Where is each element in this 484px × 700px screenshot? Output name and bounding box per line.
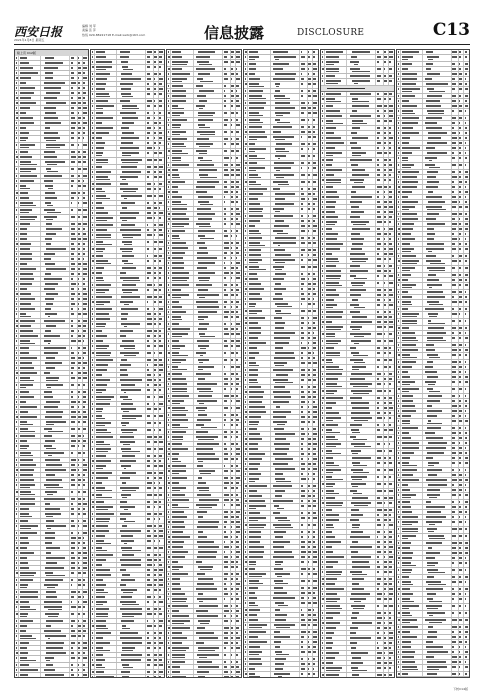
table-row [15, 339, 88, 346]
table-row [15, 656, 88, 663]
table-row [91, 428, 164, 435]
table-row [244, 241, 318, 248]
table-row [167, 351, 241, 358]
table-row [167, 234, 241, 241]
page-number: C13 [432, 20, 470, 40]
table-row [397, 597, 469, 604]
table-row [321, 178, 394, 185]
table-row [167, 406, 241, 413]
table-row [397, 561, 469, 568]
table-row [397, 55, 469, 62]
table-row [397, 380, 469, 387]
table-row [321, 325, 394, 332]
table-row [244, 420, 318, 427]
table-row [244, 309, 318, 316]
table-column-3 [166, 49, 242, 678]
table-row [91, 646, 164, 653]
table-row [321, 97, 394, 104]
table-row [244, 229, 318, 236]
table-row [321, 60, 394, 67]
table-row [167, 435, 241, 442]
table-row [321, 489, 394, 496]
table-row [321, 449, 394, 456]
table-row [15, 605, 88, 612]
table-row [167, 200, 241, 207]
table-column-2 [90, 49, 165, 678]
table-row [397, 604, 469, 611]
table-row [91, 233, 164, 240]
table-row [15, 427, 88, 434]
table-row [167, 365, 241, 372]
table-row [244, 650, 318, 657]
table-row [167, 142, 241, 149]
table-row [244, 302, 318, 309]
table-row [167, 399, 241, 406]
table-row [91, 65, 164, 72]
table-row [15, 184, 88, 191]
table-row [167, 123, 241, 130]
table-row [15, 512, 88, 519]
table-row [397, 493, 469, 500]
table-row [91, 216, 164, 223]
table-row [15, 383, 88, 390]
table-row [244, 672, 318, 678]
table-row [15, 208, 88, 215]
table-row [15, 451, 88, 458]
table-row [397, 568, 469, 575]
table-row [321, 475, 394, 482]
table-row [321, 257, 394, 264]
table-row [397, 163, 469, 170]
table-row [321, 468, 394, 475]
edition-meta: 编辑 刘 军 美编 张 萍 [82, 24, 96, 32]
table-row [91, 539, 164, 546]
table-row [244, 154, 318, 161]
table-row [321, 365, 394, 372]
table-row [167, 469, 241, 476]
table-row [91, 92, 164, 99]
table-row [91, 158, 164, 165]
table-row [167, 387, 241, 394]
table-row [91, 486, 164, 493]
table-row [321, 339, 394, 346]
table-row [167, 222, 241, 229]
table-row [244, 173, 318, 180]
table-row [321, 428, 394, 435]
table-row [15, 524, 88, 531]
table-row [397, 461, 469, 468]
table-column-1 [14, 49, 89, 678]
table-row [91, 395, 164, 402]
table-row [397, 387, 469, 394]
table-row [167, 149, 241, 156]
table-row [244, 135, 318, 142]
table-row [244, 504, 318, 511]
table-row [321, 523, 394, 530]
table-row [397, 618, 469, 625]
table-row [15, 160, 88, 167]
table-row [167, 77, 241, 84]
table-row [397, 300, 469, 307]
table-row [397, 611, 469, 618]
table-row [91, 322, 164, 329]
table-row [91, 663, 164, 670]
contact-line: 热线 029-88221718 E-mail:xarb@163.com [82, 33, 146, 37]
table-row [244, 82, 318, 89]
table-row [321, 482, 394, 489]
table-row [91, 351, 164, 358]
newspaper-logo: 西安日报 [14, 25, 63, 39]
table-row [397, 87, 469, 94]
table-row [397, 283, 469, 290]
table-row [321, 416, 394, 423]
table-row [397, 205, 469, 212]
table-row [91, 517, 164, 524]
table-row [397, 156, 469, 163]
table-row [167, 486, 241, 493]
table-row [91, 493, 164, 500]
table-row [397, 353, 469, 360]
table-row [91, 675, 164, 678]
table-row [321, 151, 394, 158]
table-row [91, 276, 164, 283]
table-row [15, 583, 88, 590]
table-row [321, 666, 394, 673]
table-row [321, 303, 394, 310]
table-row [15, 312, 88, 319]
table-row [397, 247, 469, 254]
table-row [397, 266, 469, 273]
table-row [244, 207, 318, 214]
table-row [244, 55, 318, 62]
table-row [321, 79, 394, 86]
table-row [15, 215, 88, 222]
table-row [321, 389, 394, 396]
table-row [167, 130, 241, 137]
table-row [321, 604, 394, 611]
table-row [321, 332, 394, 339]
table-row [244, 147, 318, 154]
table-row [167, 597, 241, 604]
table-row [244, 265, 318, 272]
table-row [167, 423, 241, 430]
table-row [91, 407, 164, 414]
table-row [167, 358, 241, 365]
table-row [91, 151, 164, 158]
table-row [15, 167, 88, 174]
table-row [244, 361, 318, 368]
table-row [91, 388, 164, 395]
table-row [167, 675, 241, 678]
table-row [397, 109, 469, 116]
table-row [321, 67, 394, 74]
table-row [15, 483, 88, 490]
table-row [15, 201, 88, 208]
table-row [397, 419, 469, 426]
table-row [167, 619, 241, 626]
table-row [397, 677, 469, 678]
table-row [91, 447, 164, 454]
section-title: 信息披露 [204, 24, 265, 42]
table-row [321, 461, 394, 468]
table-row [91, 240, 164, 247]
table-row [397, 336, 469, 343]
table-row [244, 118, 318, 125]
table-row [91, 588, 164, 595]
masthead-rule [14, 44, 470, 45]
table-row [321, 351, 394, 358]
table-row [244, 579, 318, 586]
table-row [244, 258, 318, 265]
table-row [244, 523, 318, 530]
table-row [91, 344, 164, 351]
table-row [244, 572, 318, 579]
table-row [15, 143, 88, 150]
table-row [397, 580, 469, 587]
table-row [91, 464, 164, 471]
table-row [15, 612, 88, 619]
table-row [91, 505, 164, 512]
table-row [167, 653, 241, 660]
table-row [91, 288, 164, 295]
table-row [321, 597, 394, 604]
table-row [15, 634, 88, 641]
table-row [244, 560, 318, 567]
table-row [91, 194, 164, 201]
table-row [91, 612, 164, 619]
masthead [14, 22, 470, 42]
table-row [91, 300, 164, 307]
table-row [167, 276, 241, 283]
table-row [167, 60, 241, 67]
table-row [244, 94, 318, 101]
table-row [244, 601, 318, 608]
table-row [397, 527, 469, 534]
table-row [244, 180, 318, 187]
table-row [244, 477, 318, 484]
table-row [91, 414, 164, 421]
table-row [321, 274, 394, 281]
table-row [91, 600, 164, 607]
table-column-4 [243, 49, 319, 678]
table-row [244, 516, 318, 523]
table-row [91, 187, 164, 194]
table-row [15, 420, 88, 427]
table-row [15, 376, 88, 383]
table-row [321, 501, 394, 508]
table-row [167, 315, 241, 322]
table-row [321, 119, 394, 126]
table-row [91, 624, 164, 631]
table-row [167, 104, 241, 111]
table-row [15, 444, 88, 451]
table-row [167, 332, 241, 339]
continued-note: 下转C14版 [453, 687, 468, 691]
table-row [167, 344, 241, 351]
table-row [15, 571, 88, 578]
table-row [91, 175, 164, 182]
table-row [321, 281, 394, 288]
table-row [244, 378, 318, 385]
table-row [244, 111, 318, 118]
table-row [91, 104, 164, 111]
table-row [321, 358, 394, 365]
table-row [397, 259, 469, 266]
table-row [397, 534, 469, 541]
table-row [397, 665, 469, 672]
table-row [91, 259, 164, 266]
table-row [167, 156, 241, 163]
table-row [397, 312, 469, 319]
table-row [167, 503, 241, 510]
section-subtitle: DISCLOSURE [297, 28, 365, 38]
table-row [167, 565, 241, 572]
table-row [167, 293, 241, 300]
table-row [397, 520, 469, 527]
table-row [397, 319, 469, 326]
table-row [244, 623, 318, 630]
table-row [321, 442, 394, 449]
table-row [321, 435, 394, 442]
table-row [244, 166, 318, 173]
table-row [15, 136, 88, 143]
table-row [91, 247, 164, 254]
table-row [167, 457, 241, 464]
table-row [91, 440, 164, 447]
table-row [167, 111, 241, 118]
table-row [321, 570, 394, 577]
table-column-5 [320, 49, 395, 678]
table-row [321, 220, 394, 227]
table-row [91, 546, 164, 553]
table-row [167, 173, 241, 180]
table-row [91, 421, 164, 428]
table-row [321, 382, 394, 389]
date-line: 2021年1月8日 星期五 [14, 38, 45, 42]
table-row [167, 646, 241, 653]
column-heading: 续上页 C12版 [15, 50, 88, 56]
table-column-6 [396, 49, 470, 678]
table-row [15, 490, 88, 497]
